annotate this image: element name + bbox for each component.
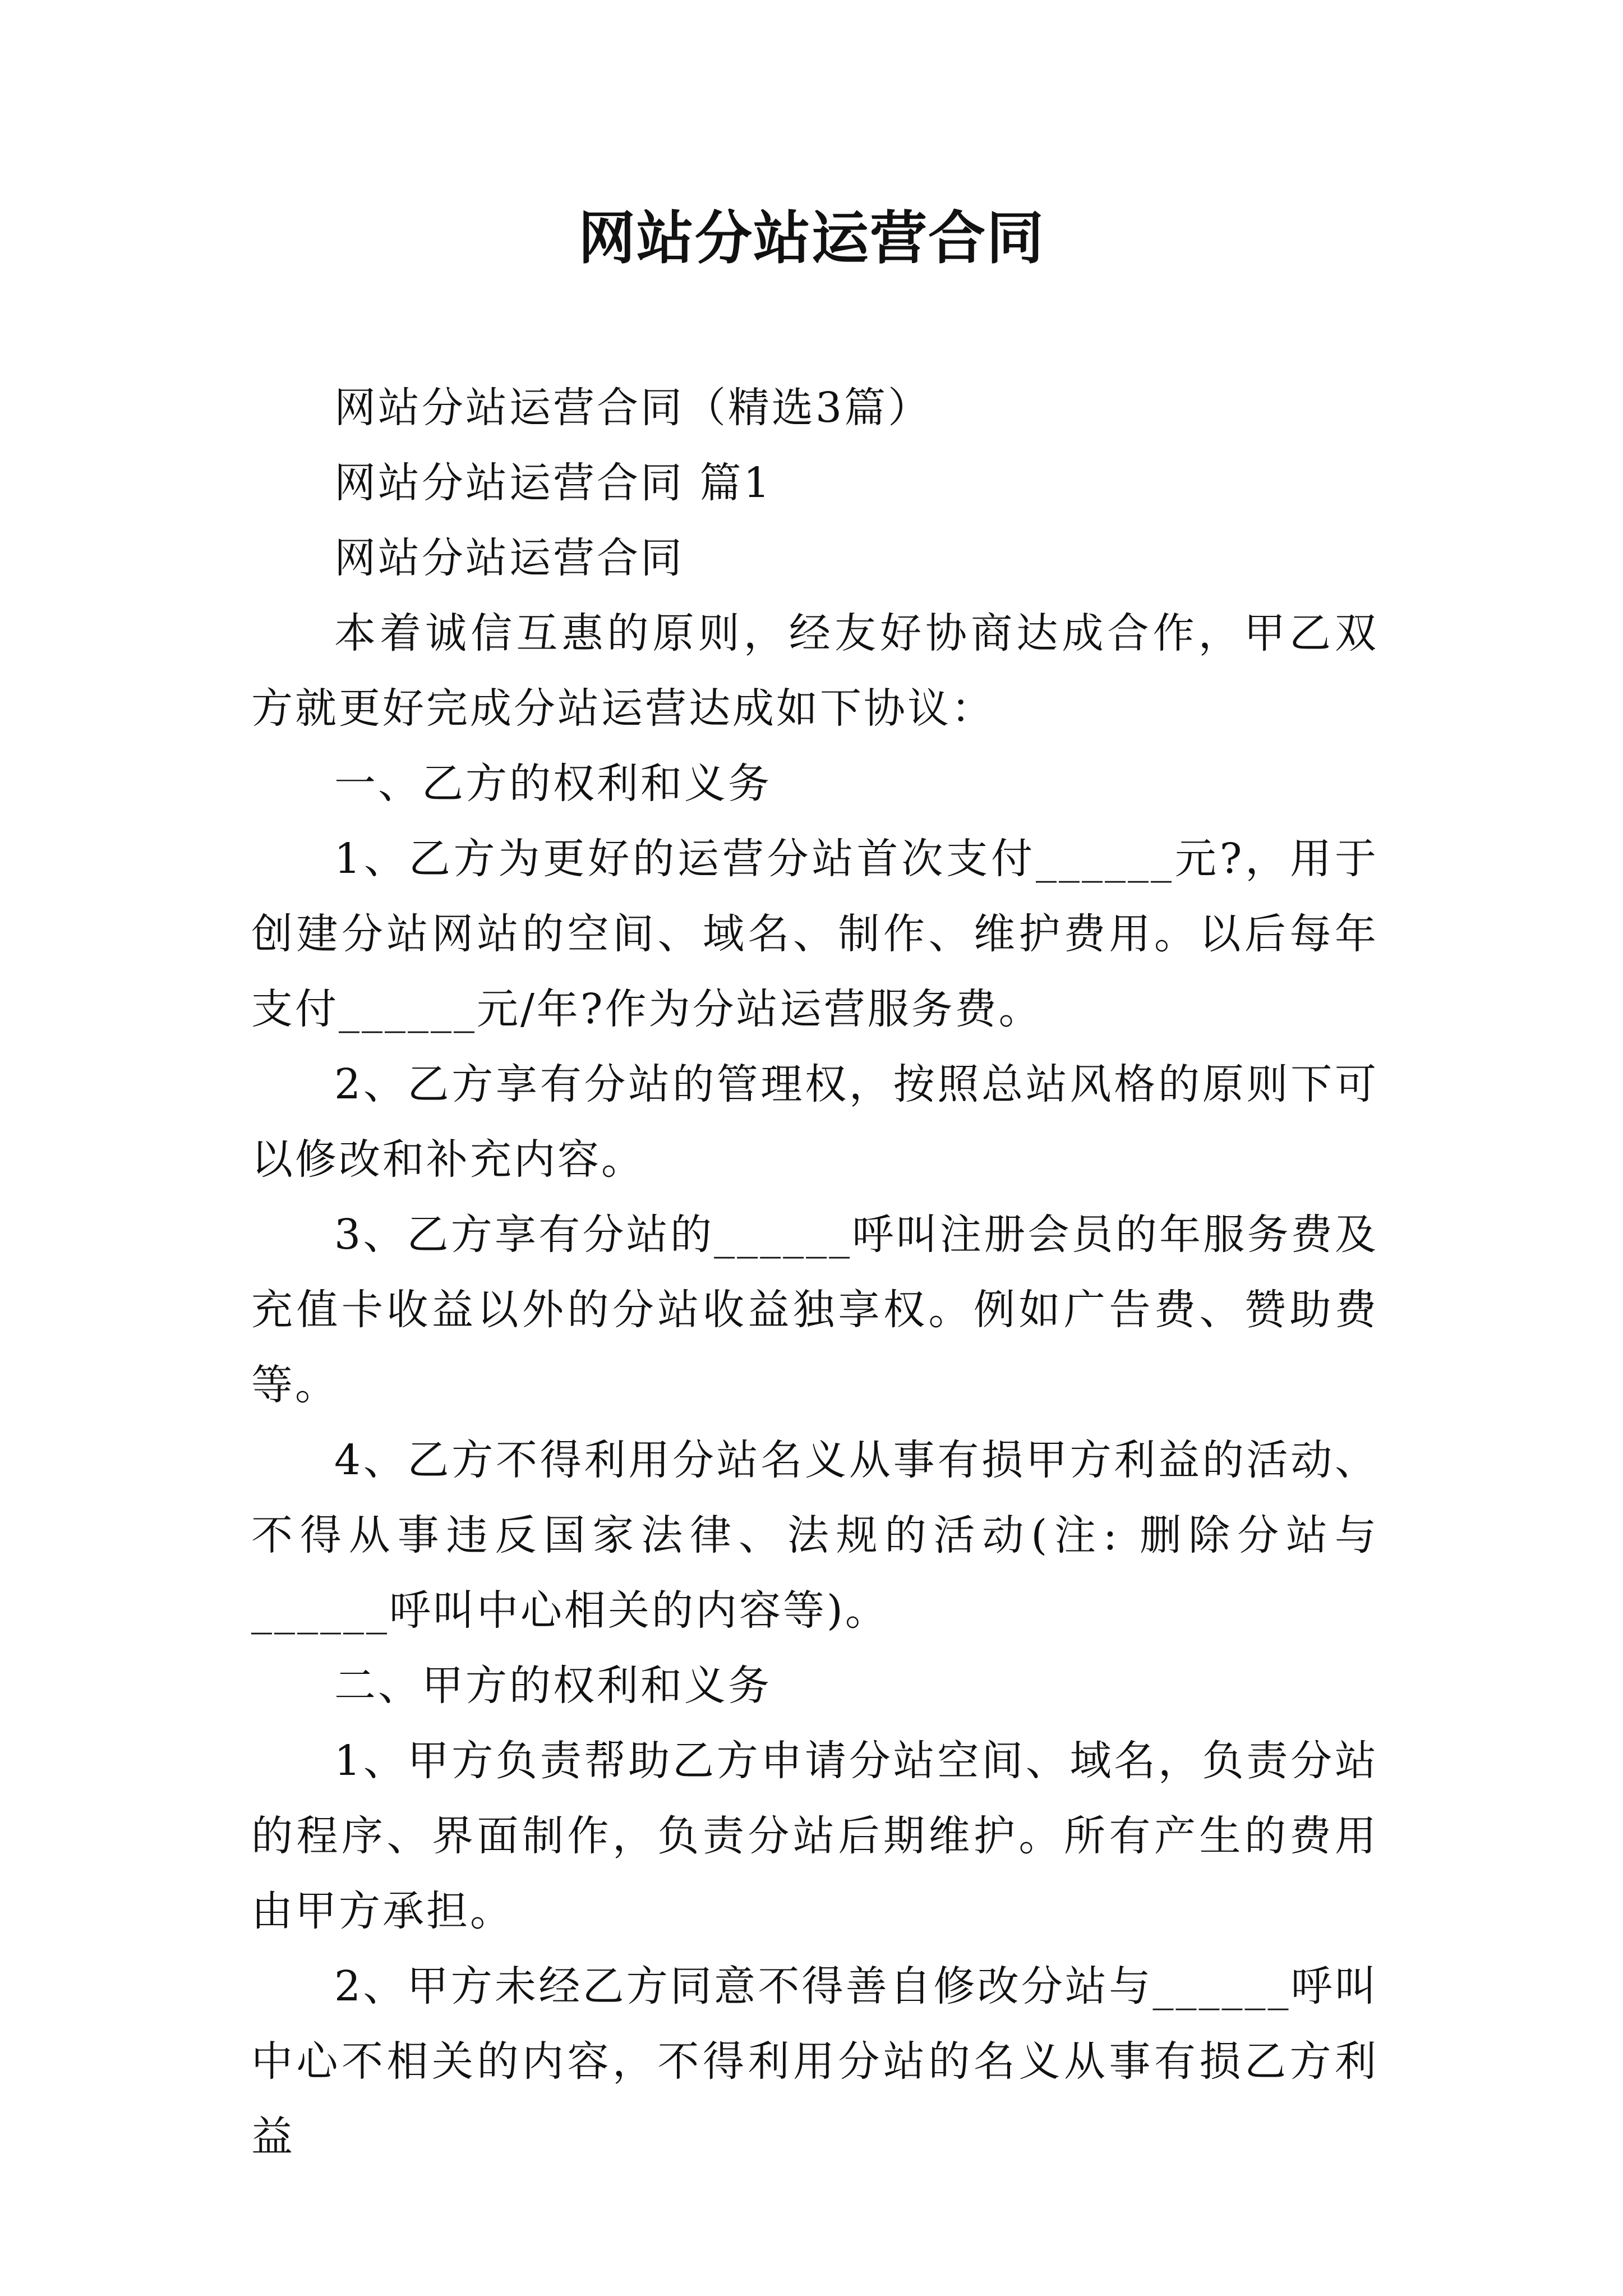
clause-b-1: 1、乙方为更好的运营分站首次支付______元?，用于创建分站网站的空间、域名、制作、维护费用。以后每年支付______元/年?作为分站运营服务费。 — [251, 835, 1378, 1033]
clause-a-2: 2、甲方未经乙方同意不得善自修改分站与______呼叫中心不相关的内容，不得利用分站的名义从事有损乙方利益 — [251, 1962, 1378, 2161]
clause-a-1: 1、甲方负责帮助乙方申请分站空间、域名，负责分站的程序、界面制作，负责分站后期维护。所有产生的费用由甲方承担。 — [251, 1737, 1378, 1935]
paragraph-preamble: 本着诚信互惠的原则，经友好协商达成合作，甲乙双方就更好完成分站运营达成如下协议： — [251, 609, 1378, 733]
clause-b-3: 3、乙方享有分站的______呼叫注册会员的年服务费及充值卡收益以外的分站收益独享权。例如广告费、赞助费等。 — [251, 1211, 1378, 1409]
section-heading-party-b: 一、乙方的权利和义务 — [334, 760, 772, 808]
clause-b-2: 2、乙方享有分站的管理权，按照总站风格的原则下可以修改和补充内容。 — [251, 1060, 1378, 1184]
paragraph-contract-name: 网站分站运营合同 — [334, 534, 684, 582]
document-body — [251, 370, 1378, 2174]
section-heading-party-a: 二、甲方的权利和义务 — [334, 1662, 772, 1710]
clause-b-4: 4、乙方不得利用分站名义从事有损甲方利益的活动、不得从事违反国家法律、法规的活动(注: 删除分站与______呼叫中心相关的内容等)。 — [251, 1436, 1378, 1635]
document-title: 网站分站运营合同 — [578, 205, 1045, 272]
paragraph-part-heading: 网站分站运营合同 篇1 — [334, 459, 772, 507]
paragraph-collection-title: 网站分站运营合同（精选3篇） — [334, 384, 932, 432]
